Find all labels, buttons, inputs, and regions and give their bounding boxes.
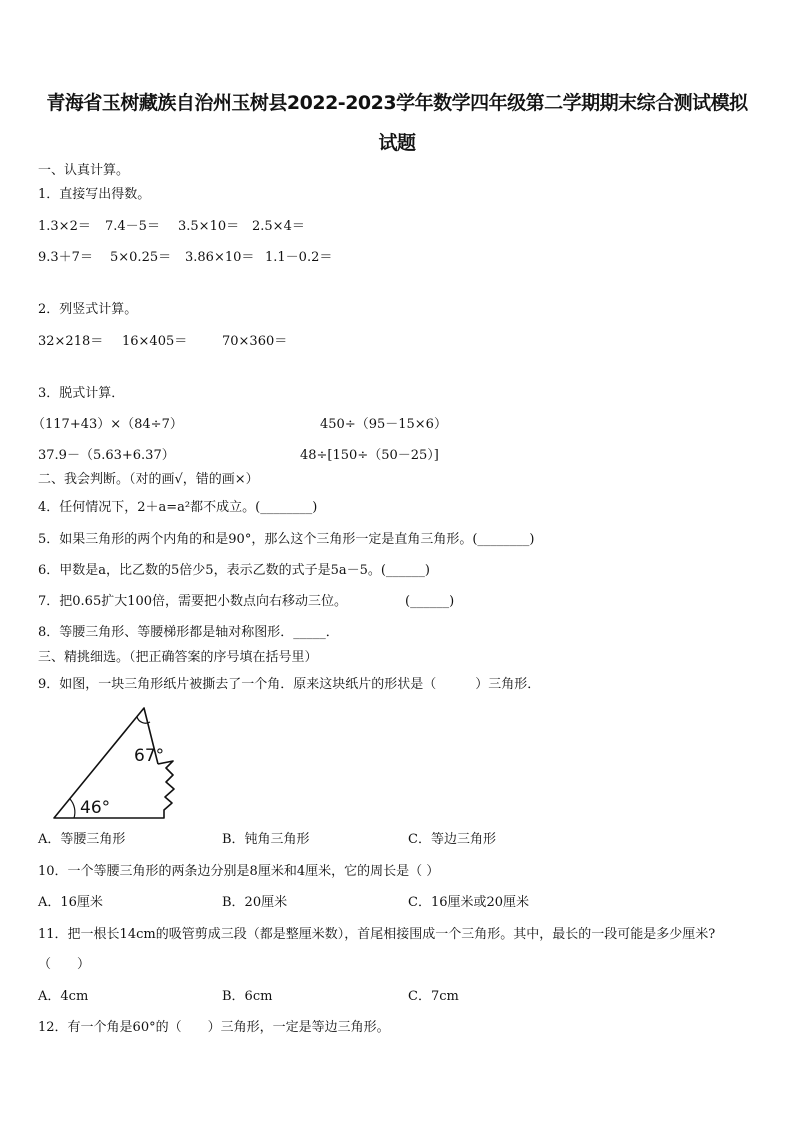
- q9-option-a: A．等腰三角形: [38, 832, 126, 847]
- q1-item-3: 3.5×10＝: [178, 219, 240, 234]
- q2-item-1: 32×218＝: [38, 334, 104, 349]
- section-2-heading: 二、我会判断。（对的画√，错的画×）: [38, 472, 259, 487]
- question-12: 12．有一个角是60°的（ ）三角形，一定是等边三角形。: [38, 1020, 390, 1035]
- q11-option-a: A．4cm: [38, 989, 89, 1004]
- question-4: 4．任何情况下，2＋a=a²都不成立。(________): [38, 500, 318, 515]
- question-7: 7．把0.65扩大100倍，需要把小数点向右移动三位。: [38, 594, 348, 609]
- question-2-label: 2．列竖式计算。: [38, 302, 138, 317]
- question-3-label: 3．脱式计算．: [38, 386, 125, 401]
- top-angle-arc: [137, 717, 150, 723]
- question-9: 9．如图，一块三角形纸片被撕去了一个角．原来这块纸片的形状是（ ）三角形．: [38, 677, 541, 692]
- section-3-heading: 三、精挑细选。（把正确答案的序号填在括号里）: [38, 650, 318, 665]
- q2-item-3: 70×360＝: [222, 334, 288, 349]
- question-11: 11．把一根长14cm的吸管剪成三段（都是整厘米数），首尾相接围成一个三角形。其中，最长的一段可能是多少厘米?: [38, 927, 716, 942]
- bottom-angle-arc: [70, 799, 75, 818]
- question-8: 8．等腰三角形、等腰梯形都是轴对称图形．_____．: [38, 625, 339, 640]
- angle-label-46: 46°: [80, 798, 111, 818]
- q11-option-b: B．6cm: [222, 989, 273, 1004]
- question-11-paren: （ ）: [38, 957, 91, 972]
- section-1-heading: 一、认真计算。: [38, 163, 130, 178]
- q11-option-c: C．7cm: [408, 989, 459, 1004]
- q1-item-1: 1.3×2＝: [38, 219, 91, 234]
- torn-triangle-figure: [40, 704, 190, 824]
- q1-item-5: 9.3＋7＝: [38, 250, 93, 265]
- q3-item-b: 450÷（95－15×6）: [320, 417, 447, 432]
- q1-item-6: 5×0.25＝: [110, 250, 172, 265]
- question-10: 10．一个等腰三角形的两条边分别是8厘米和4厘米，它的周长是（ ）: [38, 864, 440, 879]
- q1-item-2: 7.4－5＝: [105, 219, 160, 234]
- q10-option-a: A．16厘米: [38, 895, 103, 910]
- q1-item-7: 3.86×10＝: [185, 250, 255, 265]
- q3-item-d: 48÷[150÷（50－25）]: [300, 448, 439, 463]
- q1-item-8: 1.1－0.2＝: [265, 250, 333, 265]
- q3-item-c: 37.9－（5.63+6.37）: [38, 448, 175, 463]
- q2-item-2: 16×405＝: [122, 334, 188, 349]
- question-5: 5．如果三角形的两个内角的和是90°，那么这个三角形一定是直角三角形。(________): [38, 532, 535, 547]
- document-title-line-1: 青海省玉树藏族自治州玉树县2022-2023学年数学四年级第二学期期末综合测试模拟: [46, 92, 748, 114]
- q9-option-c: C．等边三角形: [408, 832, 496, 847]
- angle-label-67: 67°: [134, 746, 165, 766]
- q9-option-b: B．钝角三角形: [222, 832, 310, 847]
- q10-option-b: B．20厘米: [222, 895, 288, 910]
- q3-item-a: （117+43）×（84÷7）: [32, 417, 183, 432]
- question-1-label: 1．直接写出得数。: [38, 187, 151, 202]
- document-title-line-2: 试题: [378, 132, 416, 154]
- q10-option-c: C．16厘米或20厘米: [408, 895, 530, 910]
- question-6: 6．甲数是a，比乙数的5倍少5，表示乙数的式子是5a－5。(______): [38, 563, 430, 578]
- q1-item-4: 2.5×4＝: [252, 219, 305, 234]
- question-7-answer-blank: (______): [405, 594, 455, 609]
